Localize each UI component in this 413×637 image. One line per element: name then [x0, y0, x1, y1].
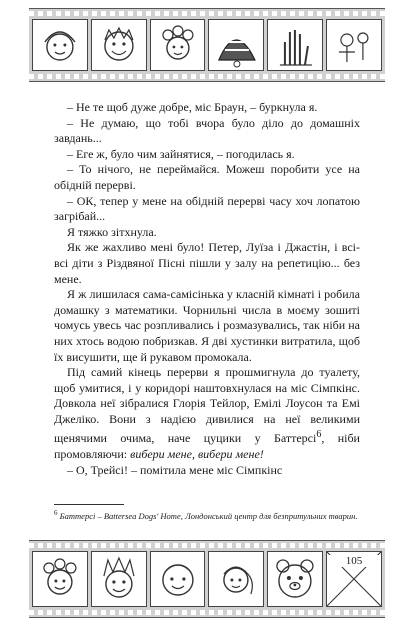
- paragraph: – Не те щоб дуже добре, міс Браун, – буркнула я.: [67, 100, 318, 114]
- film-frame-4: [208, 551, 264, 607]
- top-film-strip: [29, 8, 385, 82]
- film-frame-5: [267, 551, 323, 607]
- footnote-reference[interactable]: 6: [316, 429, 322, 441]
- film-frame-6: [326, 19, 382, 71]
- paragraph: – То нічого, не переймайся. Можеш поробити усе на обідній перерві.: [54, 162, 360, 192]
- film-perforation-top: [29, 11, 385, 16]
- page-number: 105: [327, 555, 381, 567]
- italic-phrase: вибери мене, вибери мене!: [130, 447, 264, 462]
- footnote-marker: 6: [54, 509, 58, 517]
- paragraph: – О, Трейсі! – помітила мене міс Сімпкінс: [67, 462, 283, 477]
- waving-hand-drawing-icon: [268, 20, 322, 70]
- teddy-bear-drawing-icon: [268, 552, 322, 606]
- film-frame-2: [91, 19, 147, 71]
- paragraph-text: Під самий кінець перерви я прошмигнула до туалету, щоб умитися, і у коридорі наштовхнулася на міс Сімпкінс. Довкола неї зібралися Глорія Тейлор, Емілі Лоусон та Емі Джеліко. Вони з надією дивилися на неї великими щенячими очима, наче цуцики у Баттерсі: [54, 365, 360, 446]
- paragraph: Я ж лишилася сама-самісінька у класній кімнаті і робила домашку з математики. Чорнильні числа в моєму зошиті чомусь увесь час розпливались і розмазувались, так ніби на них хтось водою побризкав. Я дві хустинки витратила, щоб їх висушити, ще й рукавом промокала.: [54, 287, 360, 364]
- film-perforation-bottom: [29, 610, 385, 615]
- round-face-drawing-icon: [151, 552, 205, 606]
- footnote-divider: [54, 504, 124, 505]
- page-number-frame: [326, 551, 382, 607]
- film-frame-2: [91, 551, 147, 607]
- paragraph: – Не думаю, що тобі вчора було діло до домашніх завдань...: [54, 115, 360, 146]
- film-frame-3: [150, 19, 206, 71]
- film-frame-1: [32, 551, 88, 607]
- curly-girl-drawing-icon: [151, 20, 205, 70]
- paragraph: Як же жахливо мені було! Петер, Луїза і Джастін, і всі-всі діти з Різдвяної Пісні пішли у залу на репетицію... без мене.: [54, 240, 360, 286]
- film-perforation-top: [29, 543, 385, 548]
- film-perforation-bottom: [29, 74, 385, 79]
- film-frame-5: [267, 19, 323, 71]
- body-text: [54, 100, 360, 478]
- paragraph: Я тяжко зітхнула.: [67, 224, 157, 239]
- sketch-figures-drawing-icon: [327, 20, 381, 70]
- ponytail-girl-drawing-icon: [209, 552, 263, 606]
- footnote-text: Баттерсі – Battersea Dogs' Home, Лондонський центр для безпритульних тварин.: [59, 510, 358, 521]
- paragraph-text: , ніби промовляючи:: [54, 431, 360, 462]
- footnote: [54, 508, 360, 522]
- film-frame-3: [150, 551, 206, 607]
- bottom-film-strip: [29, 540, 385, 618]
- paragraph: – Еге ж, було чим зайнятися, – погодилась я.: [67, 146, 295, 161]
- paragraph: [54, 365, 360, 463]
- film-frame-4: [208, 19, 264, 71]
- striped-hat-drawing-icon: [209, 20, 263, 70]
- paragraph: – ОК, тепер у мене на обідній перерві часу хоч лопатою загрібай...: [54, 193, 360, 224]
- girl-face-drawing-icon: [33, 20, 87, 70]
- curly-hair-face-drawing-icon: [33, 552, 87, 606]
- smiling-face-drawing-icon: [92, 20, 146, 70]
- film-frame-1: [32, 19, 88, 71]
- spiky-hair-face-drawing-icon: [92, 552, 146, 606]
